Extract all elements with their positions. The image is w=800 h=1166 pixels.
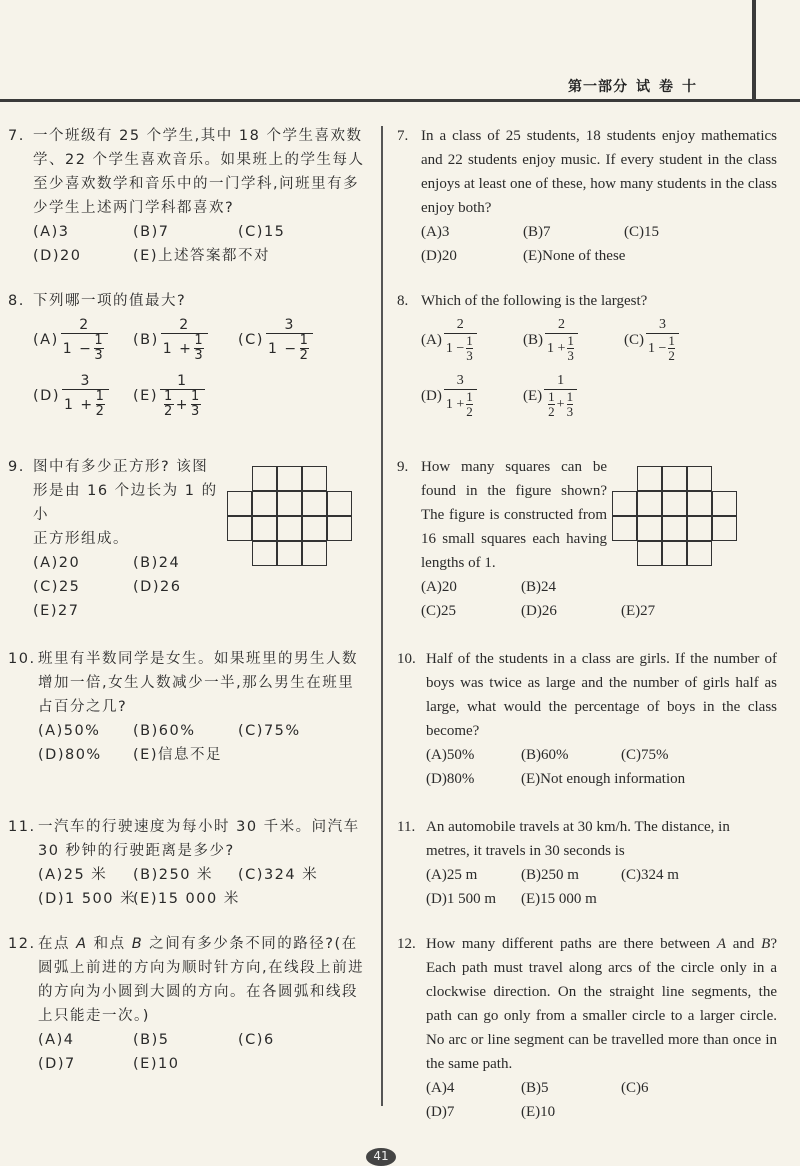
question-text: 图中有多少正方形? 该图 形是由 16 个边长为 1 的小 正方形组成。 xyxy=(33,459,218,547)
header-horizontal-rule xyxy=(0,99,800,102)
question-7-en: 7. In a class of 25 students, 18 students enjoy mathematics and 22 students enjoy music. If every student in the class enjoys at least one of these, how many students in the class enjoy both? (A)3 (B)7 (C)15 (D)20 (E)None of these xyxy=(397,124,777,268)
option-c[interactable]: (C)6 xyxy=(621,1080,649,1096)
option-c[interactable]: (C)25 xyxy=(421,603,456,619)
option-c[interactable]: (C)15 xyxy=(238,224,286,240)
header-title-a: 试 xyxy=(636,79,651,95)
option-b[interactable]: (B) 2 1 + 1 3 xyxy=(133,317,208,363)
option-d[interactable]: (D)20 xyxy=(421,248,457,264)
option-c[interactable]: (C)324 米 xyxy=(238,867,319,883)
option-c[interactable]: (C)6 xyxy=(238,1032,275,1048)
option-c[interactable]: (C)75% xyxy=(238,723,301,739)
option-b[interactable]: (B)250 米 xyxy=(133,867,214,883)
column-divider xyxy=(381,126,383,1106)
question-10-en: 10. Half of the students in a class are girls. If the number of boys was twice as large and the number of girls half as large, what would the percentage of boys in the class become? (A)50% (B)60% (C)75% (D)80% (E)Not enough information xyxy=(397,647,777,791)
option-b[interactable]: (B)5 xyxy=(133,1032,170,1048)
option-e[interactable]: (E)10 xyxy=(521,1104,556,1120)
option-e[interactable]: (E)15 000 米 xyxy=(133,891,240,907)
option-e[interactable]: (E)信息不足 xyxy=(133,747,222,763)
option-d[interactable]: (D)7 xyxy=(38,1056,76,1072)
option-c[interactable]: (C)75% xyxy=(621,747,669,763)
question-11-zh: 11. 一汽车的行驶速度为每小时 30 千米。问汽车 30 秒钟的行驶距离是多少? (A)25 米 (B)250 米 (C)324 米 (D)1 500 米 (E)15 000 米 xyxy=(8,815,370,911)
option-a[interactable]: (A) 2 1 − 1 3 xyxy=(421,317,477,363)
option-a[interactable]: (A)4 xyxy=(426,1080,455,1096)
question-11-en: 11. An automobile travels at 30 km/h. The distance, in metres, it travels in 30 seconds is (A)25 m (B)250 m (C)324 m (D)1 500 m (E)15 000 m xyxy=(397,815,777,911)
question-text: How many different paths are there between A and B? Each path must travel along arcs of the circle only in a clockwise direction. On the straight line segments, the path can go only from a smaller circle to a larger circle. No arc or line segment can be travelled more than once in the same path. xyxy=(426,936,777,1072)
option-d[interactable]: (D)1 500 米 xyxy=(38,891,137,907)
running-header xyxy=(568,76,697,96)
question-9-en: 9. How many squares can be found in the figure shown? The figure is constructed from 16 small squares each having lengths of 1. xyxy=(397,455,607,575)
option-a[interactable]: (A)25 m xyxy=(426,867,478,883)
question-text: How many squares can be found in the figure shown? The figure is constructed from 16 small squares each having lengths of 1. xyxy=(421,459,607,571)
options xyxy=(38,719,370,767)
option-a[interactable]: (A)4 xyxy=(38,1032,75,1048)
option-d[interactable]: (D)80% xyxy=(426,771,475,787)
question-12-en: 12. How many different paths are there between A and B? Each path must travel along arcs of the circle only in a clockwise direction. On the straight line segments, the path can go only from a smaller circle to a larger circle. No arc or line segment can be travelled more than once in the same path. (A)4 (B)5 (C)6 (D)7 (E)10 xyxy=(397,932,777,1124)
question-text: 下列哪一项的值最大? xyxy=(33,293,187,309)
options xyxy=(421,220,777,268)
option-c[interactable]: (C)15 xyxy=(624,224,659,240)
header-title-b: 卷 xyxy=(659,79,674,95)
options xyxy=(33,551,223,623)
option-e[interactable]: (E)15 000 m xyxy=(521,891,597,907)
option-e[interactable]: (E)None of these xyxy=(523,248,626,264)
options xyxy=(38,863,370,911)
header-part: 第一部分 xyxy=(568,79,628,95)
question-text: 一个班级有 25 个学生,其中 18 个学生喜欢数学、22 个学生喜欢音乐。如果班上的学生每人至少喜欢数学和音乐中的一门学科,问班里有多少学生上述两门学科都喜欢? xyxy=(33,128,365,216)
option-a[interactable]: (A)50% xyxy=(38,723,101,739)
header-vertical-rule xyxy=(752,0,756,101)
question-text: 一汽车的行驶速度为每小时 30 千米。问汽车 30 秒钟的行驶距离是多少? xyxy=(38,819,360,859)
option-d[interactable]: (D) 3 1 + 1 2 xyxy=(33,373,109,419)
options xyxy=(33,220,370,268)
option-e[interactable]: (E)10 xyxy=(133,1056,180,1072)
option-a[interactable]: (A)20 xyxy=(421,579,457,595)
option-a[interactable]: (A)3 xyxy=(33,224,70,240)
option-a[interactable]: (A)3 xyxy=(421,224,450,240)
option-b[interactable]: (B)24 xyxy=(133,555,181,571)
option-a[interactable]: (A)20 xyxy=(33,555,81,571)
option-d[interactable]: (D) 3 1 + 1 2 xyxy=(421,373,477,419)
options xyxy=(426,1076,777,1124)
question-text: Which of the following is the largest? xyxy=(421,293,648,309)
squares-figure-en xyxy=(612,466,740,569)
option-e[interactable]: (E)27 xyxy=(33,603,80,619)
question-9-en-options xyxy=(421,575,781,623)
option-d[interactable]: (D)80% xyxy=(38,747,102,763)
question-text: 班里有半数同学是女生。如果班里的男生人数增加一倍,女生人数减少一半,那么男生在班里占百分之几? xyxy=(38,651,358,715)
options xyxy=(426,743,777,791)
option-e[interactable]: (E)27 xyxy=(621,603,656,619)
option-a[interactable]: (A)50% xyxy=(426,747,475,763)
question-10-zh: 10. 班里有半数同学是女生。如果班里的男生人数增加一倍,女生人数减少一半,那么男生在班里占百分之几? (A)50% (B)60% (C)75% (D)80% (E)信息不足 xyxy=(8,647,370,767)
option-c[interactable]: (C)324 m xyxy=(621,867,679,883)
question-text: In a class of 25 students, 18 students enjoy mathematics and 22 students enjoy music. If every student in the class enjoys at least one of these, how many students in the class enjoy both? xyxy=(421,128,777,216)
option-b[interactable]: (B)60% xyxy=(521,747,569,763)
option-a[interactable]: (A) 2 1 − 1 3 xyxy=(33,317,108,363)
question-7-zh: 7. 一个班级有 25 个学生,其中 18 个学生喜欢数学、22 个学生喜欢音乐。如果班上的学生每人至少喜欢数学和音乐中的一门学科,问班里有多少学生上述两门学科都喜欢? (A)3 (B)7 (C)15 (D)20 (E)上述答案都不对 xyxy=(8,124,370,268)
option-d[interactable]: (D)1 500 m xyxy=(426,891,496,907)
option-b[interactable]: (B)7 xyxy=(523,224,551,240)
squares-figure-zh xyxy=(227,466,355,569)
question-text: 在点 A 和点 B 之间有多少条不同的路径?(在圆弧上前进的方向为顺时针方向,在线段上前进的方向为小圆到大圆的方向。在各圆弧和线段上只能走一次。) xyxy=(38,936,365,1024)
option-c[interactable]: (C) 3 1 − 1 2 xyxy=(238,317,313,363)
question-12-zh: 12. 在点 A 和点 B 之间有多少条不同的路径?(在圆弧上前进的方向为顺时针方向,在线段上前进的方向为小圆到大圆的方向。在各圆弧和线段上只能走一次。) (A)4 (B)5 (C)6 (D)7 (E)10 xyxy=(8,932,370,1076)
option-b[interactable]: (B)60% xyxy=(133,723,196,739)
option-e[interactable]: (E)Not enough information xyxy=(521,771,686,787)
options xyxy=(38,1028,370,1076)
question-8-en: 8. Which of the following is the largest? (A) 2 1 − 1 3 (B) 2 1 + 1 3 (C) 3 1 − 1 2 (D) 3 1 + 1 2 (E) 1 1 2 + 1 3 xyxy=(397,289,777,423)
option-b[interactable]: (B)5 xyxy=(521,1080,549,1096)
option-b[interactable]: (B)7 xyxy=(133,224,170,240)
option-b[interactable]: (B)24 xyxy=(521,579,556,595)
option-e[interactable]: (E) 1 1 2 + 1 3 xyxy=(523,373,577,419)
question-8-zh: 8. 下列哪一项的值最大? (A) 2 1 − 1 3 (B) 2 1 + 1 3 (C) 3 1 − 1 2 (D) 3 1 + 1 2 (E) 1 1 2 + 1 3 xyxy=(8,289,370,423)
option-c[interactable]: (C)25 xyxy=(33,579,81,595)
option-a[interactable]: (A)25 米 xyxy=(38,867,108,883)
option-d[interactable]: (D)7 xyxy=(426,1104,455,1120)
question-text: An automobile travels at 30 km/h. The distance, in metres, it travels in 30 seconds is xyxy=(426,819,730,859)
options xyxy=(426,863,777,911)
option-d[interactable]: (D)20 xyxy=(33,248,82,264)
option-e[interactable]: (E) 1 1 2 + 1 3 xyxy=(133,373,205,419)
header-title-c: 十 xyxy=(682,79,697,95)
option-b[interactable]: (B)250 m xyxy=(521,867,579,883)
option-d[interactable]: (D)26 xyxy=(133,579,182,595)
page-number: 41 xyxy=(366,1148,396,1166)
option-d[interactable]: (D)26 xyxy=(521,603,557,619)
option-e[interactable]: (E)上述答案都不对 xyxy=(133,248,270,264)
question-9-zh: 9. 图中有多少正方形? 该图 形是由 16 个边长为 1 的小 正方形组成。 (A)20 (B)24 (C)25 (D)26 (E)27 xyxy=(8,455,223,623)
option-b[interactable]: (B) 2 1 + 1 3 xyxy=(523,317,578,363)
option-c[interactable]: (C) 3 1 − 1 2 xyxy=(624,317,679,363)
question-text: Half of the students in a class are girls. If the number of boys was twice as large and the number of girls half as large, what would the percentage of boys in the class become? xyxy=(426,651,777,739)
